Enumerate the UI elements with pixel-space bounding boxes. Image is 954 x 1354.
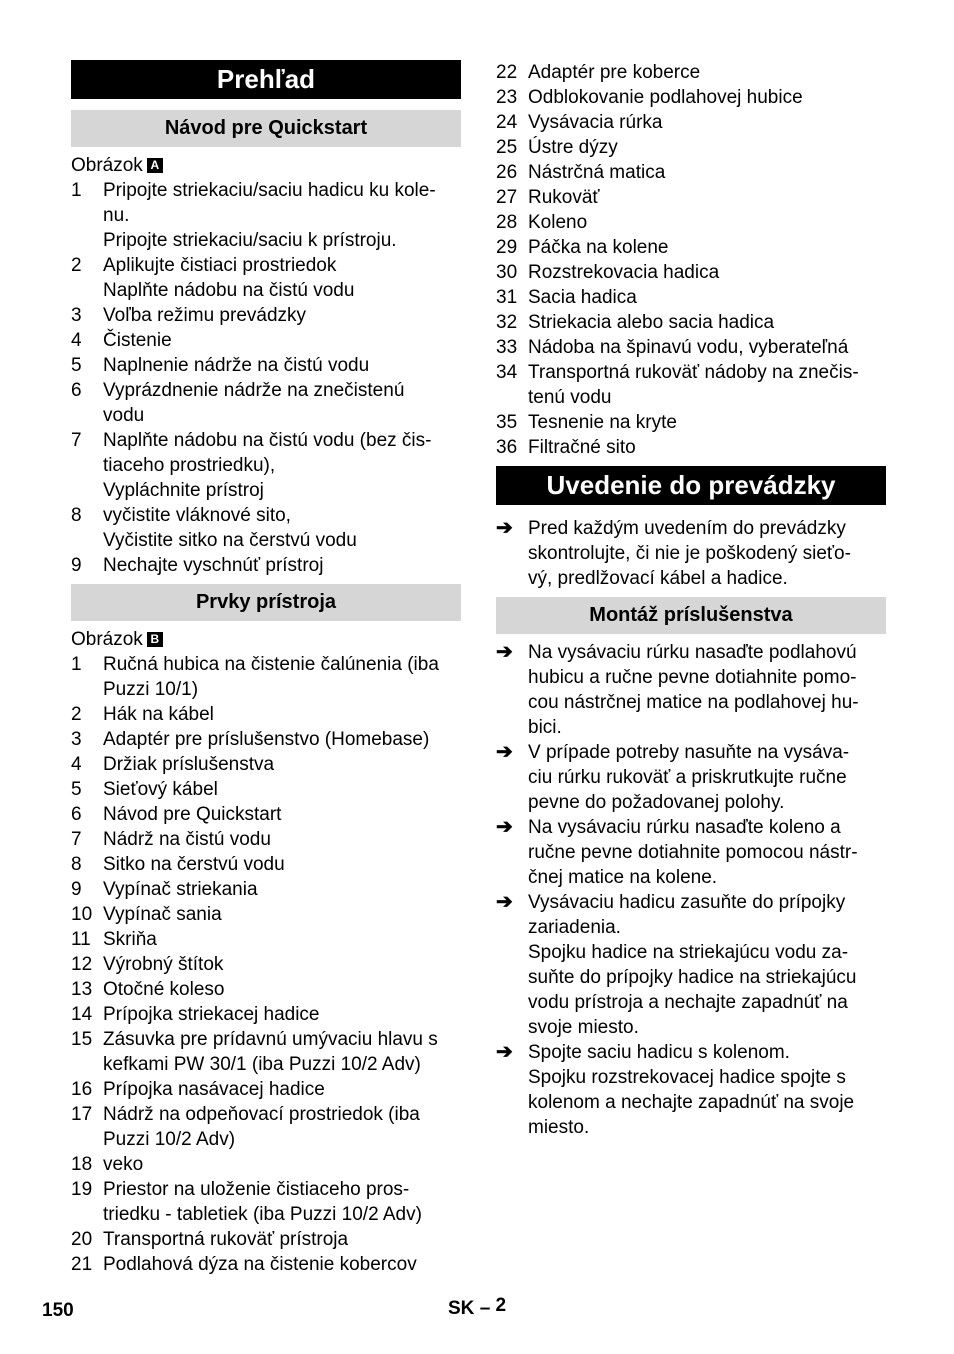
subsection-title-elements: Prvky prístroja xyxy=(71,584,461,621)
item-line: Vyčistite sitko na čerstvú vodu xyxy=(103,530,357,551)
bullet-line: miesto. xyxy=(528,1117,590,1138)
item-number: 31 xyxy=(496,287,518,308)
list-item xyxy=(71,1002,461,1027)
item-line: Nádrž na čistú vodu xyxy=(103,829,271,850)
item-text xyxy=(103,1252,461,1277)
item-text xyxy=(103,1002,461,1027)
item-number: 16 xyxy=(71,1079,93,1100)
list-item xyxy=(496,185,886,210)
item-number: 9 xyxy=(71,555,82,576)
item-number: 14 xyxy=(71,1004,93,1025)
bullet-line: ciu rúrku rukoväť a priskrutkujte ručne xyxy=(528,767,847,788)
bullet-item xyxy=(496,516,886,591)
item-text xyxy=(103,178,461,253)
list-item xyxy=(71,802,461,827)
subsection-title-assembly: Montáž príslušenstva xyxy=(496,597,886,634)
item-text xyxy=(103,428,461,503)
list-item xyxy=(71,553,461,578)
arrow-right-icon: ➔ xyxy=(496,741,513,763)
item-line: kefkami PW 30/1 (iba Puzzi 10/2 Adv) xyxy=(103,1054,421,1075)
bullet-item xyxy=(496,815,886,890)
item-line: Transportná rukoväť nádoby na znečis- xyxy=(528,362,859,383)
item-line: Naplnenie nádrže na čistú vodu xyxy=(103,355,370,376)
list-item xyxy=(496,210,886,235)
item-line: Prípojka striekacej hadice xyxy=(103,1004,320,1025)
bullet-line: skontrolujte, či nie je poškodený sieťo- xyxy=(528,543,851,564)
item-line: Čistenie xyxy=(103,330,172,351)
item-line: Striekacia alebo sacia hadica xyxy=(528,312,775,333)
item-number: 27 xyxy=(496,187,518,208)
list-item xyxy=(71,1152,461,1177)
arrow-right-icon: ➔ xyxy=(496,641,513,663)
list-item xyxy=(496,260,886,285)
item-line: Vyprázdnenie nádrže na znečistenú xyxy=(103,380,405,401)
item-line: Vysávacia rúrka xyxy=(528,112,663,133)
item-text xyxy=(528,410,886,435)
item-number: 22 xyxy=(496,62,518,83)
item-text xyxy=(103,777,461,802)
figure-letter-badge: A xyxy=(147,158,163,173)
bullet-line: suňte do prípojky hadice na striekajúcu xyxy=(528,967,857,988)
item-line: Hák na kábel xyxy=(103,704,214,725)
item-text xyxy=(528,160,886,185)
item-line: Vypínač sania xyxy=(103,904,222,925)
item-line: triedku - tabletiek (iba Puzzi 10/2 Adv) xyxy=(103,1204,422,1225)
item-number: 35 xyxy=(496,412,518,433)
item-text xyxy=(103,802,461,827)
item-line: tiaceho prostriedku), xyxy=(103,455,276,476)
item-number: 3 xyxy=(71,305,82,326)
item-text xyxy=(528,210,886,235)
item-line: Návod pre Quickstart xyxy=(103,804,282,825)
item-text xyxy=(103,727,461,752)
item-line: Odblokovanie podlahovej hubice xyxy=(528,87,803,108)
item-line: Vypláchnite prístroj xyxy=(103,480,264,501)
list-item xyxy=(71,777,461,802)
item-text xyxy=(103,902,461,927)
bullet-text xyxy=(528,640,886,740)
list-item xyxy=(71,1077,461,1102)
arrow-right-icon: ➔ xyxy=(496,1041,513,1063)
item-line: Adaptér pre príslušenstvo (Homebase) xyxy=(103,729,430,750)
item-line: Rukoväť xyxy=(528,187,600,208)
list-item xyxy=(496,335,886,360)
item-line: Skriňa xyxy=(103,929,157,950)
item-number: 2 xyxy=(71,255,82,276)
item-line: Tesnenie na kryte xyxy=(528,412,677,433)
item-text xyxy=(528,360,886,410)
list-item xyxy=(71,1102,461,1152)
item-text xyxy=(103,652,461,702)
item-line: Vypínač striekania xyxy=(103,879,258,900)
list-item xyxy=(71,827,461,852)
item-line: Ústre dýzy xyxy=(528,137,618,158)
item-text xyxy=(103,927,461,952)
assembly-list xyxy=(496,640,886,1140)
item-text xyxy=(103,852,461,877)
page-number: 150 xyxy=(42,1300,74,1321)
bullet-line: Na vysávaciu rúrku nasaďte koleno a xyxy=(528,817,841,838)
item-line: Nádrž na odpeňovací prostriedok (iba xyxy=(103,1104,420,1125)
item-line: Otočné koleso xyxy=(103,979,225,1000)
bullet-item xyxy=(496,890,886,1040)
item-line: Rozstrekovacia hadica xyxy=(528,262,720,283)
bullet-line: Spojku hadice na striekajúcu vodu za- xyxy=(528,942,849,963)
bullet-line: zariadenia. xyxy=(528,917,621,938)
item-number: 23 xyxy=(496,87,518,108)
elements-list-continued xyxy=(496,60,886,460)
list-item xyxy=(496,60,886,85)
item-line: Naplňte nádobu na čistú vodu (bez čis- xyxy=(103,430,432,451)
item-line: Nástrčná matica xyxy=(528,162,666,183)
item-number: 10 xyxy=(71,904,93,925)
elements-list xyxy=(71,652,461,1277)
arrow-right-icon: ➔ xyxy=(496,816,513,838)
item-line: Podlahová dýza na čistenie kobercov xyxy=(103,1254,417,1275)
list-item xyxy=(71,902,461,927)
item-number: 1 xyxy=(71,180,82,201)
list-item xyxy=(496,235,886,260)
bullet-line: Pred každým uvedením do prevádzky xyxy=(528,518,846,539)
item-number: 28 xyxy=(496,212,518,233)
item-line: Pripojte striekaciu/saciu hadicu ku kole- xyxy=(103,180,436,201)
item-line: Transportná rukoväť prístroja xyxy=(103,1229,349,1250)
item-number: 30 xyxy=(496,262,518,283)
item-line: vyčistite vláknové sito, xyxy=(103,505,291,526)
item-number: 15 xyxy=(71,1029,93,1050)
bullet-item xyxy=(496,1040,886,1140)
item-line: Pripojte striekaciu/saciu k prístroju. xyxy=(103,230,397,251)
item-number: 12 xyxy=(71,954,93,975)
item-text xyxy=(103,553,461,578)
list-item xyxy=(71,977,461,1002)
list-item xyxy=(71,927,461,952)
item-line: nu. xyxy=(103,205,130,226)
left-column xyxy=(71,60,461,1277)
item-text xyxy=(528,60,886,85)
item-line: Sieťový kábel xyxy=(103,779,218,800)
bullet-line: vodu prístroja a nechajte zapadnúť na xyxy=(528,992,848,1013)
list-item xyxy=(496,110,886,135)
bullet-line: Spojku rozstrekovacej hadice spojte s xyxy=(528,1067,846,1088)
item-text xyxy=(103,353,461,378)
item-text xyxy=(103,1027,461,1077)
bullet-line: Na vysávaciu rúrku nasaďte podlahovú xyxy=(528,642,857,663)
list-item xyxy=(71,428,461,503)
item-line: Zásuvka pre prídavnú umývaciu hlavu s xyxy=(103,1029,438,1050)
bullet-line: Vysávaciu hadicu zasuňte do prípojky xyxy=(528,892,846,913)
item-number: 29 xyxy=(496,237,518,258)
bullet-line: hubicu a ručne pevne dotiahnite pomo- xyxy=(528,667,857,688)
item-text xyxy=(103,253,461,303)
bullet-item xyxy=(496,740,886,815)
item-line: Prípojka nasávacej hadice xyxy=(103,1079,325,1100)
item-number: 2 xyxy=(71,704,82,725)
item-text xyxy=(528,235,886,260)
item-text xyxy=(528,110,886,135)
bullet-text xyxy=(528,1040,886,1140)
item-number: 33 xyxy=(496,337,518,358)
item-line: Naplňte nádobu na čistú vodu xyxy=(103,280,355,301)
figure-label-b: Obrázok B xyxy=(71,627,461,652)
bullet-text xyxy=(528,516,886,591)
list-item xyxy=(496,310,886,335)
item-text xyxy=(103,1102,461,1152)
item-line: Filtračné sito xyxy=(528,437,636,458)
item-text xyxy=(528,260,886,285)
list-item xyxy=(71,877,461,902)
item-text xyxy=(103,328,461,353)
list-item xyxy=(496,360,886,410)
item-number: 4 xyxy=(71,330,82,351)
item-number: 7 xyxy=(71,829,82,850)
bullet-line: pevne do požadovanej polohy. xyxy=(528,792,785,813)
item-text xyxy=(103,827,461,852)
list-item xyxy=(71,752,461,777)
subsection-title-quickstart: Návod pre Quickstart xyxy=(71,110,461,147)
item-line: Ručná hubica na čistenie čalúnenia (iba xyxy=(103,654,439,675)
item-line: Nádoba na špinavú vodu, vyberateľná xyxy=(528,337,849,358)
item-number: 17 xyxy=(71,1104,93,1125)
list-item xyxy=(71,1177,461,1227)
item-text xyxy=(528,135,886,160)
bullet-text xyxy=(528,815,886,890)
bullet-text xyxy=(528,890,886,1040)
item-number: 8 xyxy=(71,505,82,526)
bullet-line: V prípade potreby nasuňte na vysáva- xyxy=(528,742,850,763)
list-item xyxy=(71,727,461,752)
item-line: Koleno xyxy=(528,212,588,233)
bullet-line: cou nástrčnej matice na podlahovej hu- xyxy=(528,692,859,713)
item-number: 9 xyxy=(71,879,82,900)
item-text xyxy=(103,1152,461,1177)
item-text xyxy=(103,378,461,428)
item-number: 26 xyxy=(496,162,518,183)
item-line: veko xyxy=(103,1154,144,1175)
item-line: Sitko na čerstvú vodu xyxy=(103,854,285,875)
item-number: 24 xyxy=(496,112,518,133)
item-number: 19 xyxy=(71,1179,93,1200)
list-item xyxy=(71,1227,461,1252)
list-item xyxy=(71,652,461,702)
item-line: Aplikujte čistiaci prostriedok xyxy=(103,255,337,276)
bullet-text xyxy=(528,740,886,815)
item-number: 18 xyxy=(71,1154,93,1175)
list-item xyxy=(71,1027,461,1077)
list-item xyxy=(71,702,461,727)
item-line: Puzzi 10/1) xyxy=(103,679,199,700)
right-column xyxy=(496,60,886,1140)
section-title-overview: Prehľad xyxy=(71,60,461,99)
item-number: 6 xyxy=(71,380,82,401)
bullet-line: svoje miesto. xyxy=(528,1017,639,1038)
bullet-line: čnej matice na kolene. xyxy=(528,867,718,888)
item-line: vodu xyxy=(103,405,145,426)
list-item xyxy=(496,135,886,160)
item-number: 3 xyxy=(71,729,82,750)
list-item xyxy=(496,285,886,310)
quickstart-list xyxy=(71,178,461,578)
item-line: Nechajte vyschnúť prístroj xyxy=(103,555,324,576)
item-line: Páčka na kolene xyxy=(528,237,669,258)
item-text xyxy=(103,1077,461,1102)
item-text xyxy=(528,285,886,310)
item-text xyxy=(528,185,886,210)
bullet-line: vý, predlžovací kábel a hadice. xyxy=(528,568,788,589)
item-line: tenú vodu xyxy=(528,387,612,408)
list-item xyxy=(496,410,886,435)
list-item xyxy=(71,178,461,253)
item-number: 13 xyxy=(71,979,93,1000)
list-item xyxy=(71,328,461,353)
item-text xyxy=(103,702,461,727)
item-number: 25 xyxy=(496,137,518,158)
figure-label-a: Obrázok A xyxy=(71,153,461,178)
footer-section-label: SK – 2 xyxy=(448,1295,507,1319)
bullet-line: ručne pevne dotiahnite pomocou nástr- xyxy=(528,842,858,863)
list-item xyxy=(71,253,461,303)
bullet-line: kolenom a nechajte zapadnúť na svoje xyxy=(528,1092,855,1113)
list-item xyxy=(496,435,886,460)
list-item xyxy=(71,353,461,378)
item-line: Sacia hadica xyxy=(528,287,637,308)
item-number: 4 xyxy=(71,754,82,775)
item-line: Adaptér pre koberce xyxy=(528,62,701,83)
list-item xyxy=(71,378,461,428)
bullet-line: bici. xyxy=(528,717,562,738)
list-item xyxy=(71,852,461,877)
item-text xyxy=(528,335,886,360)
item-line: Výrobný štítok xyxy=(103,954,224,975)
bullet-item xyxy=(496,640,886,740)
item-text xyxy=(103,303,461,328)
list-item xyxy=(496,85,886,110)
item-number: 7 xyxy=(71,430,82,451)
item-line: Voľba režimu prevádzky xyxy=(103,305,307,326)
item-number: 21 xyxy=(71,1254,93,1275)
bullet-line: Spojte saciu hadicu s kolenom. xyxy=(528,1042,790,1063)
item-line: Držiak príslušenstva xyxy=(103,754,275,775)
item-number: 32 xyxy=(496,312,518,333)
list-item xyxy=(71,1252,461,1277)
item-number: 5 xyxy=(71,779,82,800)
item-number: 1 xyxy=(71,654,82,675)
item-text xyxy=(103,1227,461,1252)
item-text xyxy=(103,952,461,977)
item-number: 8 xyxy=(71,854,82,875)
item-text xyxy=(103,503,461,553)
item-text xyxy=(103,1177,461,1227)
item-text xyxy=(528,435,886,460)
item-text xyxy=(528,85,886,110)
item-number: 5 xyxy=(71,355,82,376)
list-item xyxy=(71,503,461,553)
section-title-startup: Uvedenie do prevádzky xyxy=(496,466,886,505)
item-number: 34 xyxy=(496,362,518,383)
item-text xyxy=(103,877,461,902)
item-text xyxy=(103,977,461,1002)
list-item xyxy=(71,303,461,328)
item-text xyxy=(103,752,461,777)
startup-intro-list xyxy=(496,516,886,591)
item-text xyxy=(528,310,886,335)
item-number: 36 xyxy=(496,437,518,458)
arrow-right-icon: ➔ xyxy=(496,517,513,539)
item-line: Puzzi 10/2 Adv) xyxy=(103,1129,236,1150)
item-number: 11 xyxy=(71,929,91,950)
figure-letter-badge: B xyxy=(147,632,163,647)
arrow-right-icon: ➔ xyxy=(496,891,513,913)
item-number: 6 xyxy=(71,804,82,825)
item-line: Priestor na uloženie čistiaceho pros- xyxy=(103,1179,410,1200)
list-item xyxy=(71,952,461,977)
item-number: 20 xyxy=(71,1229,93,1250)
list-item xyxy=(496,160,886,185)
